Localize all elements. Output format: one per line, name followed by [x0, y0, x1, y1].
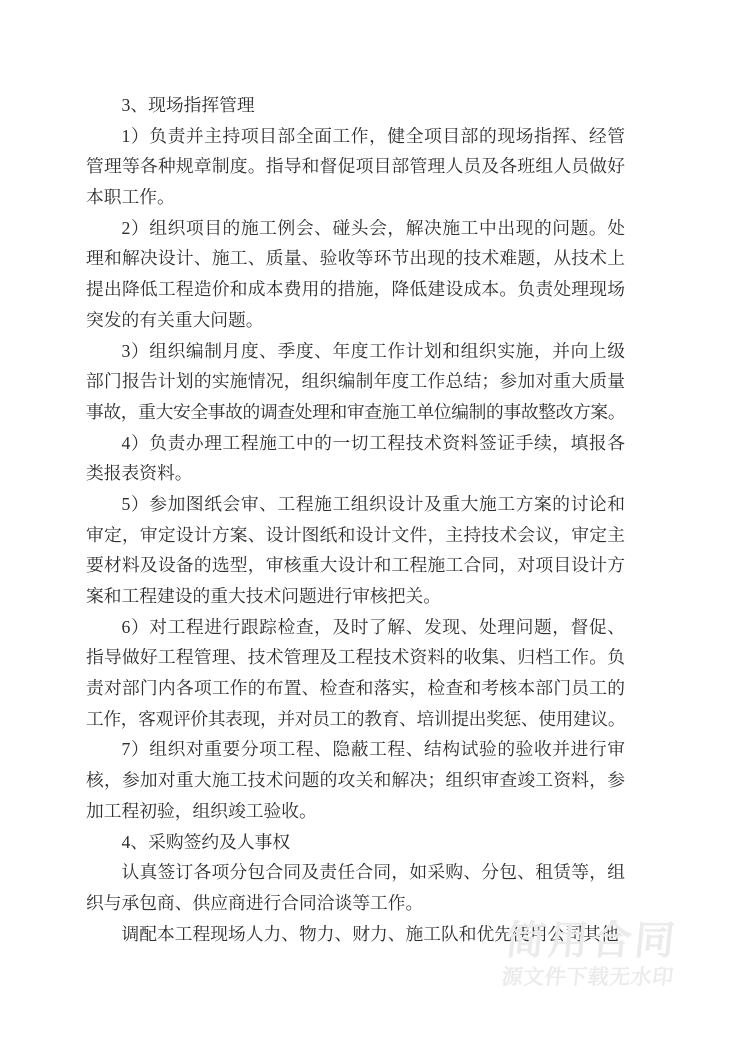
text-line: 调配本工程现场人力、物力、财力、施工队和优先使用公司其他 [121, 923, 619, 944]
text-line: 2）组织项目的施工例会、碰头会，解决施工中出现的问题。处 [121, 217, 625, 238]
text-line: 认真签订各项分包合同及责任合同，如采购、分包、租赁等，组 [121, 862, 625, 883]
text-line: 提出降低工程造价和成本费用的措施，降低建设成本。负责处理现场 [86, 279, 625, 300]
text-line: 突发的有关重大问题。 [86, 309, 264, 330]
text-line: 类报表资料。 [86, 463, 193, 484]
text-line: 织与承包商、供应商进行合同洽谈等工作。 [86, 892, 424, 913]
text-line: 核，参加对重大施工技术问题的攻关和解决；组织审查竣工资料，参 [86, 770, 625, 791]
watermark [500, 920, 707, 990]
text-line: 指导做好工程管理、技术管理及工程技术资料的收集、归档工作。负 [86, 647, 625, 668]
text-line: 本职工作。 [86, 187, 175, 208]
text-line: 5）参加图纸会审、工程施工组织设计及重大施工方案的讨论和 [121, 493, 625, 514]
text-line: 加工程初验，组织竣工验收。 [86, 800, 317, 821]
text-line: 3）组织编制月度、季度、年度工作计划和组织实施，并向上级 [121, 340, 625, 361]
text-line: 管理等各种规章制度。指导和督促项目部管理人员及各班组人员做好 [86, 156, 625, 177]
text-line: 审定，审定设计方案、设计图纸和设计文件，主持技术会议，审定主 [86, 524, 625, 545]
text-line: 责对部门内各项工作的布置、检查和落实，检查和考核本部门员工的 [86, 678, 625, 699]
text-line: 4）负责办理工程施工中的一切工程技术资料签证手续，填报各 [121, 432, 625, 453]
text-line: 7）组织对重要分项工程、隐蔽工程、结构试验的验收并进行审 [121, 739, 625, 760]
text-line: 工作，客观评价其表现，并对员工的教育、培训提出奖惩、使用建议。 [86, 708, 625, 729]
text-line: 6）对工程进行跟踪检查，及时了解、发现、处理问题，督促、 [121, 616, 625, 637]
watermark-brand-text: 简用合同 [503, 919, 680, 963]
heading-line: 3、现场指挥管理 [121, 95, 255, 115]
document-body [86, 90, 625, 949]
text-line: 理和解决设计、施工、质量、验收等环节出现的技术难题，从技术上 [86, 248, 625, 269]
watermark-tagline-text: 源文件下载无水印 [500, 966, 675, 989]
text-line: 案和工程建设的重大技术问题进行审核把关。 [86, 586, 442, 606]
text-line: 1）负责并主持项目部全面工作，健全项目部的现场指挥、经管 [121, 125, 625, 146]
text-line: 部门报告计划的实施情况，组织编制年度工作总结；参加对重大质量 [86, 371, 625, 392]
text-line: 要材料及设备的选型，审核重大设计和工程施工合同，对项目设计方 [86, 555, 625, 576]
text-line: 事故，重大安全事故的调查处理和审查施工单位编制的事故整改方案。 [86, 401, 625, 422]
heading-line: 4、采购签约及人事权 [121, 831, 291, 852]
